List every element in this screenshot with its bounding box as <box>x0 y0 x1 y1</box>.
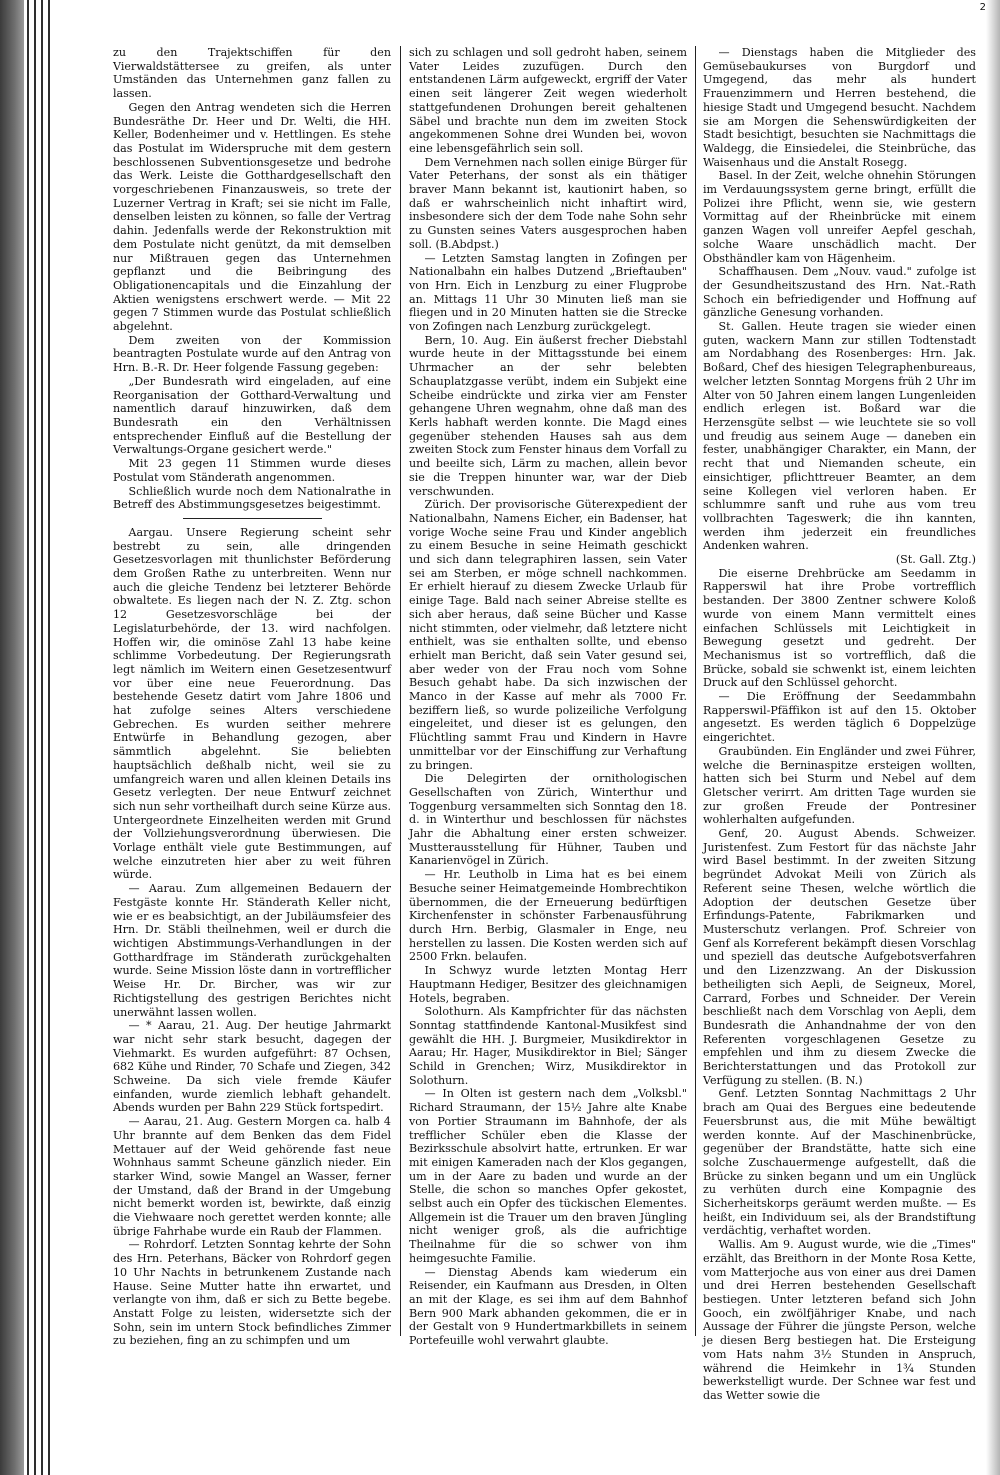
article-solothurn: Solothurn. Als Kampfrichter für das nächsten Sonntag stattfindende Kantonal-Musikfest sind gewählt die HH. J. Burgmeier, Musikdirektor in Aarau; Hr. Hager, Musikdirektor in Biel; Sänger Schild in Grenchen; Wirz, Musikdirektor in Solothurn. <box>409 1005 687 1087</box>
article-aarau-fire: — Aarau, 21. Aug. Gestern Morgen ca. halb 4 Uhr brannte auf dem Benken das dem Fidel Mettauer auf der Weid gehörende fast neue Wohnhaus sammt Scheune gänzlich nieder. Ein starker Wind, sowie Mangel an Wasser, ferner der Umstand, daß der Brand in der Umgebung nicht bemerkt worden ist, bewirkte, daß einzig die Viehwaare noch gerettet werden konnte; alle übrige Fahrhabe wurde ein Raub der Flammen. <box>113 1115 391 1238</box>
article-quote: „Der Bundesrath wird eingeladen, auf eine Reorganisation der Gotthard-Verwaltung und namentlich darauf hinzuwirken, daß dem Bundesrath ein den Verhältnissen entsprechender Einfluß auf die Bestellung der Verwaltungs-Organe gesichert werde." <box>113 374 391 457</box>
article-rapperswil: Die eiserne Drehbrücke am Seedamm in Rapperswil hat ihre Probe vortrefflich bestanden. Der 3800 Zentner schwere Koloß wurde von einem Mann vermittelt eines einfachen Schlüssels mit Leichtigkeit in Bewegung gesetzt und gedreht. Der Mechanismus ist so vortrefflich, daß die Brücke, sobald sie schwenkt ist, einem leichten Druck auf den Schlüssel gehorcht. <box>703 566 976 690</box>
article-zofingen: — Letzten Samstag langten in Zofingen per Nationalbahn ein halbes Dutzend „Brieftauben" von Hrn. Eich in Lenzburg zu einer Flugprobe an. Mittags 11 Uhr 30 Minuten ließ man sie fliegen und in 20 Minuten hatten sie die Strecke von Zofingen nach Lenzburg zurückgelegt. <box>409 251 687 334</box>
article-schaffhausen: Schaffhausen. Dem „Nouv. vaud." zufolge ist der Gesundheitszustand des Hrn. Nat.-Rath Schoch ein befriedigender und Hoffnung auf gänzliche Genesung vorhanden. <box>703 265 976 320</box>
sheet-edge <box>48 0 50 1475</box>
column-2 <box>409 46 687 1348</box>
page-edge-right <box>986 0 1000 1475</box>
article-paragraph: Schließlich wurde noch dem Nationalrathe in Betreff des Abstimmungsgesetzes beigestimmt. <box>113 484 391 512</box>
article-paragraph: sich zu schlagen und soll gedroht haben, seinem Vater Leides zuzufügen. Durch den entstandenen Lärm aufgeweckt, ergriff der Vater einen seit längerer Zeit wegen wiederholt stattgefundenen Drohungen bereit gehaltenen Säbel und brachte nun dem im zweiten Stock angekommenen Sohne drei Wunden bei, wovon eine lebensgefährlich sein soll. <box>409 46 687 155</box>
column-3 <box>703 46 976 1403</box>
article-burgdorf: — Dienstags haben die Mitglieder des Gemüsebaukurses von Burgdorf und Umgegend, das mehr als hundert Frauenzimmern und Herren bestehend, die hiesige Stadt und Umgegend besucht. Nachdem sie am Morgen die Sehenswürdigkeiten der Stadt besichtigt, besuchten sie Nachmittags die Waldegg, die Einsiedelei, die Steinbrüche, das Waisenhaus und die Anstalt Rosegg. <box>703 46 976 169</box>
article-genf-juristenfest: Genf, 20. August Abends. Schweizer. Juristenfest. Zum Festort für das nächste Jahr wird Basel bestimmt. In der zweiten Sitzung begründet Advokat Meili von Zürich als Referent seine Thesen, welche wörtlich die Adoption der deutschen Gesetze über Erfindungs-Patente, Fabrikmarken und Musterschutz verlangen. Prof. Schreier von Genf als Korreferent bekämpft diesen Vorschlag und speziell das deutsche Aufgebotsverfahren und den Lizenzzwang. An der Diskussion betheiligten sich Aepli, de Seigneux, Morel, Carrard, Forbes und Schneider. Der Verein beschließt nach dem Vorschlag von Aepli, dem Bundesrath die Anhandnahme der von den Referenten vorgeschlagenen Gesetze zu empfehlen und ihm zu diesem Zwecke die Berichterstattungen und das Protokoll zur Verfügung zu stellen. (B. N.) <box>703 827 976 1087</box>
article-olten: — In Olten ist gestern nach dem „Volksbl." Richard Straumann, der 15½ Jahre alte Knabe von Portier Straumann im Bahnhofe, der als trefflicher Schüler eben die Klasse der Bezirksschule absolvirt hatte, ertrunken. Er war mit einigen Kameraden nach der Klos gegangen, um in der Aare zu baden und wurde an der Stelle, die schon so manches Opfer gekostet, selbst auch ein Opfer des tückischen Elementes. Allgemein ist die Trauer um den braven Jüngling nicht weniger groß, als die aufrichtige Theilnahme für die so schwer von ihm heimgesuchte Familie. <box>409 1087 687 1265</box>
article-wallis: Wallis. Am 9. August wurde, wie die „Times" erzählt, das Breithorn in der Monte Rosa Kette, vom Matterjoche aus von einer aus drei Damen und drei Herren bestehenden Gesellschaft bestiegen. Unter letzteren befand sich John Gooch, ein zwölfjähriger Knabe, und nach Aussage der Führer die jüngste Person, welche je diesen Berg bestiegen hat. Die Ersteigung vom Hats nahm 3½ Stunden in Anspruch, während die Heimkehr in 1¾ Stunden bewerkstelligt wurde. Der Schnee war fest und das Wetter sowie die <box>703 1238 976 1402</box>
article-bern: Bern, 10. Aug. Ein äußerst frecher Diebstahl wurde heute in der Mittagsstunde bei einem Uhrmacher an der sehr belebten Schauplatzgasse verübt, indem ein Subjekt eine Scheibe eindrückte und zirka vier am Fenster gehangene Uhren wegnahm, ohne daß man des Kerls habhaft werden konnte. Die Magd eines gegenüber stehenden Hauses sah aus dem zweiten Stock zum Fenster hinaus dem Vorfall zu und beeilte sich, Lärm zu machen, allein bevor sie die Treppen hinunter war, war der Dieb verschwunden. <box>409 333 687 498</box>
article-ornithologie: Die Delegirten der ornithologischen Gesellschaften von Zürich, Winterthur und Toggenburg versammelten sich Sonntag den 18. d. in Winterthur und beschlossen für nächstes Jahr die Abhaltung einer ersten schweizer. Mustterausstellung für Hühner, Tauben und Kanarienvögel in Zürich. <box>409 772 687 868</box>
article-aarau: — Aarau. Zum allgemeinen Bedauern der Festgäste konnte Hr. Ständerath Keller nicht, wie er es beabsichtigt, an der Jubiläumsfeier des Hrn. Dr. Stäbli theilnehmen, weil er durch die wichtigen Abstimmungs-Verhandlungen in der Gotthardfrage im Ständerath zurückgehalten wurde. Seine Mission löste dann in vortrefflicher Weise Hr. Dr. Bircher, was wir zur Richtigstellung des gestrigen Berichtes nicht unerwähnt lassen wollen. <box>113 882 391 1019</box>
article-schwyz: In Schwyz wurde letzten Montag Herr Hauptmann Hediger, Besitzer des gleichnamigen Hotels, begraben. <box>409 964 687 1005</box>
binding-edge <box>0 0 24 1475</box>
article-st-gallen: St. Gallen. Heute tragen sie wieder einen guten, wackern Mann zur stillen Todtenstadt am Nordabhang des Rosenberges: Hrn. Jak. Boßard, Chef des hiesigen Telegraphenbureaus, welcher letzten Sonntag Morgens früh 2 Uhr im Alter von 50 Jahren einem langen Lungenleiden endlich erlegen ist. Boßard war die Herzensgüte selbst — wie leuchtete sie so voll und freudig aus seinem Auge — daneben ein fester, unabhängiger Charakter, ein Mann, der recht that und Niemanden scheute, ein einsichtiger, pflichttreuer Beamter, an dem seine Kollegen viel verloren haben. Er schlummre sanft und ruhe aus vom treu vollbrachten Tageswerk; die ihn kannten, werden ihm jederzeit ein freundliches Andenken wahren. <box>703 320 976 553</box>
article-paragraph: zu den Trajektschiffen für den Vierwaldstättersee zu greifen, als unter Umständen das Unternehmen ganz fallen zu lassen. <box>113 46 391 101</box>
article-source: (St. Gall. Ztg.) <box>895 553 976 567</box>
article-aargau: Aargau. Unsere Regierung scheint sehr bestrebt zu sein, alle dringenden Gesetzesvorlagen mit thunlichster Beförderung dem Großen Rathe zu unterbreiten. Wenn nur auch die gleiche Tendenz bei letzterer Behörde obwaltete. Es liegen nach der N. Z. Ztg. schon 12 Gesetzesvorschläge bei der Legislaturbehörde, der 13. wird nachfolgen. Hoffen wir, die ominöse Zahl 13 habe keine schlimme Vorbedeutung. Der Regierungsrath legt nämlich im Weitern einen Gesetzesentwurf vor über eine neue Feuerordnung. Das bestehende Gesetz datirt vom Jahre 1806 und hat zufolge seines Alters verschiedene Gebrechen. Es wurden seither mehrere Entwürfe in Behandlung gezogen, aber sämmtlich abgelehnt. Sie beliebten hauptsächlich deßhalb nicht, weil sie zu umfangreich waren und allen kleinen Details ins Gesetz verlegten. Der neue Entwurf zeichnet sich nun sehr vortheilhaft durch seine Kürze aus. Untergeordnete Einzelheiten werden mit Grund der Vollziehungsverordnung überwiesen. Die Vorlage enthält viele gute Bestimmungen, auf welche einzutreten hier aber zu weit führen würde. <box>113 525 391 882</box>
article-paragraph: Dem Vernehmen nach sollen einige Bürger für Vater Peterhans, der sonst als ein thätiger braver Mann bekannt ist, kautionirt haben, so daß er wahrscheinlich nicht inhaftirt wird, insbesondere sich der dem Tode nahe Sohn sehr zu Gunsten seines Vaters ausgesprochen haben soll. (B.Abdpst.) <box>409 155 687 251</box>
sheet-edge <box>34 0 36 1475</box>
article-paragraph: Dem zweiten von der Kommission beantragten Postulate wurde auf den Antrag von Hrn. B.-R. Dr. Heer folgende Fassung gegeben: <box>113 333 391 375</box>
sheet-edge <box>27 0 29 1475</box>
article-paragraph: Gegen den Antrag wendeten sich die Herren Bundesräthe Dr. Heer und Dr. Welti, die HH. Keller, Bodenheimer und v. Hettlingen. Es stehe das Postulat im Widerspruche mit dem gestern beschlossenen Subventionsgesetze und bedrohe das Werk. Leiste die Gotthardgesellschaft den vorgeschriebenen Finanzausweis, so trete der Luzerner Vertrag in Kraft; sei sie nicht im Falle, denselben leisten zu können, so falle der Vertrag dahin. Jedenfalls werde der Rekonstruktion mit dem Postulate nicht genützt, da mit demselben nur Mißtrauen gegen das Unternehmen gepflanzt und die Beibringung des Obligationencapitals und die Einzahlung der Aktien wenigstens erschwert werde. — Mit 22 gegen 7 Stimmen wurde das Postulat schließlich abgelehnt. <box>113 100 391 334</box>
article-olten-theft: — Dienstag Abends kam wiederum ein Reisender, ein Kaufmann aus Dresden, in Olten an mit der Klage, es sei ihm auf dem Bahnhof Bern 900 Mark abhanden gekommen, die er in der Gestalt von 9 Hundertmarkbillets in seinem Portefeuille wohl verwahrt glaubte. <box>409 1265 687 1348</box>
corner-mark: 2 <box>979 2 986 13</box>
section-divider <box>183 518 322 519</box>
column-rule <box>400 46 401 1336</box>
article-paragraph: Mit 23 gegen 11 Stimmen wurde dieses Postulat vom Ständerath angenommen. <box>113 457 391 484</box>
article-graubuenden: Graubünden. Ein Engländer und zwei Führer, welche die Berninaspitze ersteigen wollten, hatten sich bei Sturm und Nebel auf dem Gletscher verirrt. Am dritten Tage wurden sie zur großen Freude der Pontresiner wohlerhalten aufgefunden. <box>703 744 976 827</box>
article-seedammbahn: — Die Eröffnung der Seedammbahn Rapperswil-Pfäffikon ist auf den 15. Oktober angesetzt. Es werden täglich 6 Doppelzüge eingerichtet. <box>703 690 976 745</box>
article-aarau-market: — * Aarau, 21. Aug. Der heutige Jahrmarkt war nicht sehr stark besucht, dagegen der Viehmarkt. Es wurden aufgeführt: 87 Ochsen, 682 Kühe und Rinder, 70 Schafe und Ziegen, 342 Schweine. Da sich viele fremde Käufer einfanden, wurde ziemlich lebhaft gehandelt. Abends wurden per Bahn 229 Stück fortspedirt. <box>113 1019 391 1115</box>
article-rohrdorf: — Rohrdorf. Letzten Sonntag kehrte der Sohn des Hrn. Peterhans, Bäcker von Rohrdorf gegen 10 Uhr Nachts in betrunkenem Zustande nach Hause. Seine Mutter hatte ihn erwartet, und verlangte von ihm, daß er sich zu Bette begebe. Anstatt Folge zu leisten, widersetzte sich der Sohn, sein im untern Stock befindliches Zimmer zu beziehen, fing an zu schimpfen und um <box>113 1238 391 1348</box>
column-1 <box>113 46 391 1348</box>
article-genf-fire: Genf. Letzten Sonntag Nachmittags 2 Uhr brach am Quai des Bergues eine bedeutende Feuersbrunst aus, die mit Mühe bewältigt werden konnte. Auf der Maschinenbrücke, gegenüber der Brandstätte, hatte sich eine solche Zuschauermenge aufgestellt, daß die Brücke zu sinken begann und um ein Unglück zu verhüten durch eine Kompagnie des Sicherheitskorps geräumt werden mußte. — Es heißt, ein Individuum sei, als der Brandstiftung verdächtig, verhaftet worden. <box>703 1087 976 1238</box>
column-rule <box>695 46 696 1336</box>
article-zuerich: Zürich. Der provisorische Güterexpedient der Nationalbahn, Namens Eicher, ein Badenser, hat vorige Woche seine Frau und Kinder angeblich zu einem Besuche in seine Heimath geschickt und sich dann telegraphiren lassen, sein Vater sei am Sterben, er möge schnell nachkommen. Er erhielt hierauf zu diesem Zwecke Urlaub für einige Tage. Bald nach seiner Abreise stellte es sich aber heraus, daß seine Bücher und Kasse nicht stimmten, oder vielmehr, daß letztere nicht enthielt, was sie enthalten sollte, und ebenso erhielt man Bericht, daß sein Vater gesund sei, aber weder von der Frau noch vom Sohne Besuch gehabt habe. Da sich inzwischen der Manco in der Kasse auf mehr als 7000 Fr. beziffern ließ, so wurde polizeiliche Verfolgung eingeleitet, und dieser ist es gelungen, den Flüchtling sammt Frau und Kindern in Havre unmittelbar vor der Einschiffung zur Verhaftung zu bringen. <box>409 498 687 772</box>
article-basel: Basel. In der Zeit, welche ohnehin Störungen im Verdauungssystem gerne bringt, erfüllt die Polizei ihre Pflicht, wenn sie, wie gestern Vormittag auf der Rheinbrücke mit einem ganzen Wagen voll unreifer Aepfel geschah, solche Waare unschädlich macht. Der Obsthändler kam von Hägenheim. <box>703 169 976 265</box>
article-lima: — Hr. Leutholb in Lima hat es bei einem Besuche seiner Heimatgemeinde Hombrechtikon übernommen, die der Erneuerung bedürftigen Kirchenfenster in schönster Farbenausführung durch Hrn. Berbig, Glasmaler in Enge, neu herstellen zu lassen. Die Kosten werden sich auf 2500 Frkn. belaufen. <box>409 868 687 964</box>
sheet-edge <box>41 0 43 1475</box>
